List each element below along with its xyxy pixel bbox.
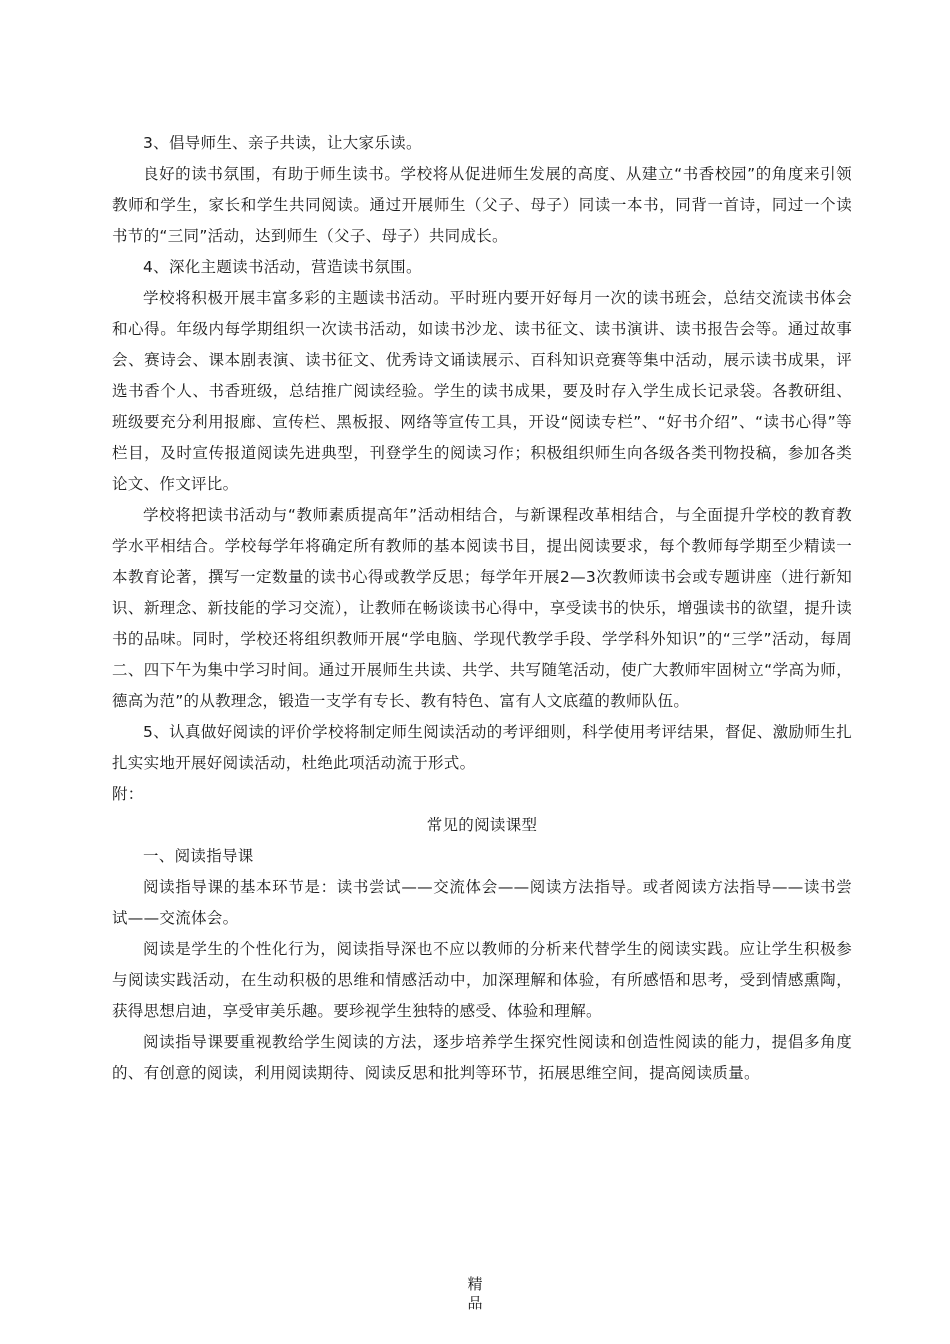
paragraph: 阅读指导课的基本环节是：读书尝试——交流体会——阅读方法指导。或者阅读方法指导——读书尝试——交流体会。	[112, 878, 852, 927]
paragraph: 学校将积极开展丰富多彩的主题读书活动。平时班内要开好每月一次的读书班会，总结交流读书体会和心得。年级内每学期组织一次读书活动，如读书沙龙、读书征文、读书演讲、读书报告会等。通过故事会、赛诗会、课本剧表演、读书征文、优秀诗文诵读展示、百科知识竞赛等集中活动，展示读书成果，评选书香个人、书香班级，总结推广阅读经验。学生的读书成果，要及时存入学生成长记录袋。各教研组、班级要充分利用报廊、宣传栏、黑板报、网络等宣传工具，开设“阅读专栏”、“好书介绍”、“读书心得”等栏目，及时宣传报道阅读先进典型，刊登学生的阅读习作；积极组织师生向各级各类刊物投稿，参加各类论文、作文评比。	[112, 289, 852, 493]
paragraph: 良好的读书氛围，有助于师生读书。学校将从促进师生发展的高度、从建立“书香校园”的角度来引领教师和学生，家长和学生共同阅读。通过开展师生（父子、母子）同读一本书，同背一首诗，同过一个读书节的“三同”活动，达到师生（父子、母子）共同成长。	[112, 165, 852, 245]
section-heading-3: 3、倡导师生、亲子共读，让大家乐读。	[143, 134, 422, 152]
document-body	[112, 128, 852, 1089]
paragraph: 学校将把读书活动与“教师素质提高年”活动相结合，与新课程改革相结合，与全面提升学校的教育教学水平相结合。学校每学年将确定所有教师的基本阅读书目，提出阅读要求，每个教师每学期至少精读一本教育论著，撰写一定数量的读书心得或教学反思；每学年开展2—3次教师读书会或专题讲座（进行新知识、新理念、新技能的学习交流），让教师在畅谈读书心得中，享受读书的快乐，增强读书的欲望，提升读书的品味。同时，学校还将组织教师开展“学电脑、学现代教学手段、学学科外知识”的“三学”活动，每周二、四下午为集中学习时间。通过开展师生共读、共学、共写随笔活动，使广大教师牢固树立“学高为师，德高为范”的从教理念，锻造一支学有专长、教有特色、富有人文底蕴的教师队伍。	[112, 506, 852, 710]
appendix-title: 常见的阅读课型	[426, 816, 538, 834]
section-1-heading: 一、阅读指导课	[143, 847, 254, 865]
section-heading-4: 4、深化主题读书活动，营造读书氛围。	[143, 258, 422, 276]
paragraph: 阅读是学生的个性化行为，阅读指导深也不应以教师的分析来代替学生的阅读实践。应让学生积极参与阅读实践活动，在生动积极的思维和情感活动中，加深理解和体验，有所感悟和思考，受到情感熏陶，获得思想启迪，享受审美乐趣。要珍视学生独特的感受、体验和理解。	[112, 940, 852, 1020]
section-heading-5: 5、认真做好阅读的评价学校将制定师生阅读活动的考评细则，科学使用考评结果，督促、激励师生扎扎实实地开展好阅读活动，杜绝此项活动流于形式。	[112, 723, 852, 772]
paragraph: 阅读指导课要重视教给学生阅读的方法，逐步培养学生探究性阅读和创造性阅读的能力，提倡多角度的、有创意的阅读，利用阅读期待、阅读反思和批判等环节，拓展思维空间，提高阅读质量。	[112, 1033, 852, 1082]
footer-line-1: 精	[467, 1275, 483, 1293]
footer-line-2: 品	[467, 1294, 483, 1312]
appendix-label: 附：	[112, 785, 144, 803]
page-footer	[0, 1275, 950, 1313]
